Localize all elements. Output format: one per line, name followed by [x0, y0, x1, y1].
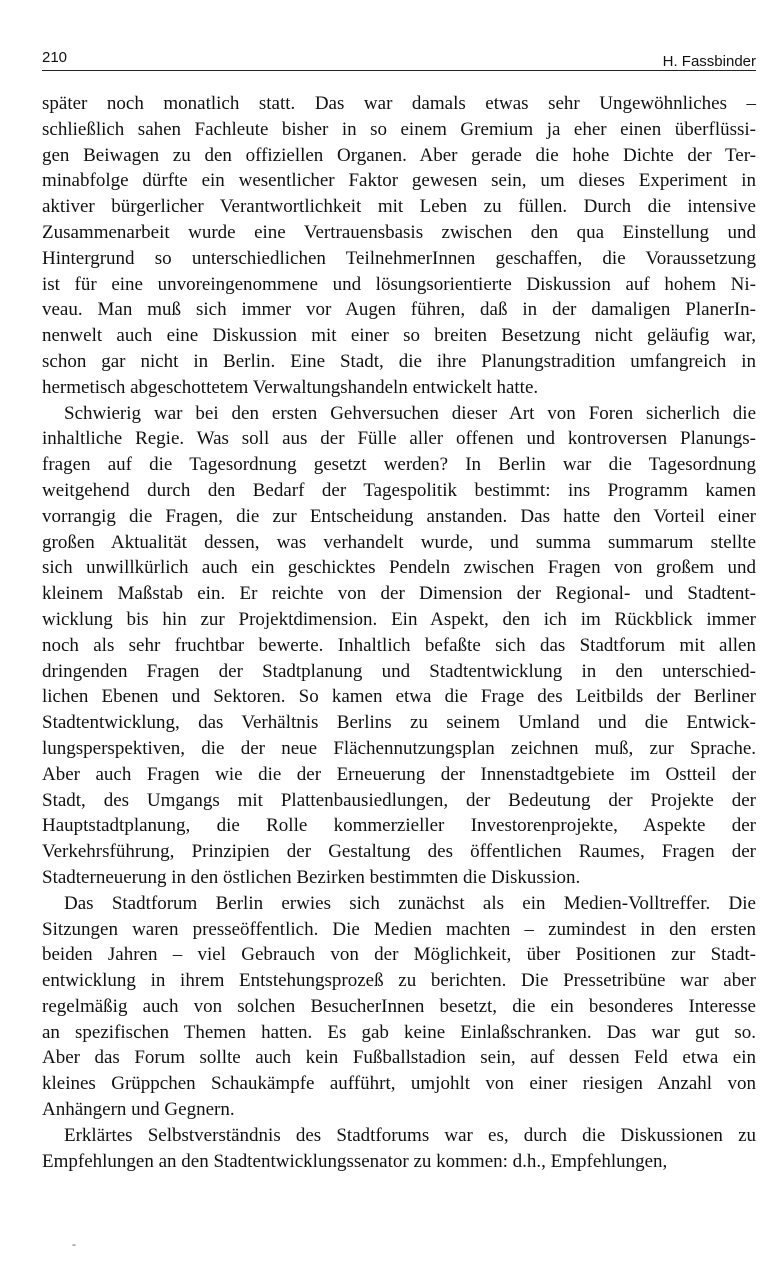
text-line: minabfolge dürfte ein wesentlicher Faktor gewesen sein, um dieses Experiment in: [42, 170, 756, 192]
text-line: wicklung bis hin zur Projektdimension. Ein Aspekt, den ich im Rückblick immer: [42, 608, 756, 630]
text-line: veau. Man muß sich immer vor Augen führen, daß in der damaligen PlanerIn-: [42, 299, 756, 321]
text-line: an spezifischen Themen hatten. Es gab keine Einlaßschranken. Das war gut so.: [42, 1021, 756, 1043]
text-line: nenwelt auch eine Diskussion mit einer so breiten Besetzung nicht geläufig war,: [42, 325, 756, 347]
text-line: Stadtentwicklung, das Verhältnis Berlins zu seinem Umland und die Entwick-: [42, 712, 756, 734]
text-line: entwicklung in ihrem Entstehungsprozeß zu berichten. Die Pressetribüne war aber: [42, 970, 756, 992]
text-line: aktiver bürgerlicher Verantwortlichkeit mit Leben zu füllen. Durch die intensive: [42, 196, 756, 218]
text-line: Empfehlungen an den Stadtentwicklungssenator zu kommen: d.h., Empfehlungen,: [42, 1150, 668, 1172]
text-line: Sitzungen waren presseöffentlich. Die Medien machten – zumindest in den ersten: [42, 918, 756, 940]
stray-mark: -: [72, 1237, 76, 1251]
running-header: [42, 48, 756, 71]
running-head-author: H. Fassbinder: [662, 53, 756, 70]
page-number: 210: [42, 49, 68, 66]
text-line: vorrangig die Fragen, die zur Entscheidung anstanden. Das hatte den Vorteil einer: [42, 505, 756, 527]
text-line: weitgehend durch den Bedarf der Tagespolitik bestimmt: ins Programm kamen: [42, 479, 756, 501]
text-line: kleines Grüppchen Schaukämpfe aufführt, umjohlt von einer riesigen Anzahl von: [42, 1073, 756, 1095]
text-line: lichen Ebenen und Sektoren. So kamen etwa die Frage des Leitbilds der Berliner: [42, 686, 756, 708]
text-line: sich unwillkürlich auch ein geschicktes Pendeln zwischen Fragen von großem und: [42, 557, 756, 579]
text-line: kleinem Maßstab ein. Er reichte von der Dimension der Regional- und Stadtent-: [42, 583, 756, 605]
text-line: Aber auch Fragen wie die der Erneuerung der Innenstadtgebiete im Ostteil der: [42, 763, 756, 785]
text-line: Erklärtes Selbstverständnis des Stadtforums war es, durch die Diskussionen zu: [64, 1124, 756, 1146]
text-line: beiden Jahren – viel Gebrauch von der Möglichkeit, über Positionen zur Stadt-: [42, 944, 756, 966]
body-text: [42, 91, 756, 1174]
text-line: schließlich sahen Fachleute bisher in so einem Gremium ja eher einen überflüssi-: [42, 118, 756, 140]
text-line: Stadt, des Umgangs mit Plattenbausiedlungen, der Bedeutung der Projekte der: [42, 789, 756, 811]
text-line: großen Aktualität dessen, was verhandelt wurde, und summa summarum stellte: [42, 531, 756, 553]
text-line: inhaltliche Regie. Was soll aus der Fülle aller offenen und kontroversen Planungs-: [42, 428, 756, 450]
text-line: regelmäßig auch von solchen BesucherInnen besetzt, die ein besonderes Interesse: [42, 995, 756, 1017]
text-line: Anhängern und Gegnern.: [42, 1099, 235, 1121]
text-line: Hauptstadtplanung, die Rolle kommerzieller Investorenprojekte, Aspekte der: [42, 815, 756, 837]
text-line: Hintergrund so unterschiedlichen TeilnehmerInnen geschaffen, die Voraussetzung: [42, 247, 756, 269]
text-line: fragen auf die Tagesordnung gesetzt werden? In Berlin war die Tagesordnung: [42, 454, 756, 476]
text-line: dringenden Fragen der Stadtplanung und Stadtentwicklung in den unterschied-: [42, 660, 756, 682]
text-line: Aber das Forum sollte auch kein Fußballstadion sein, auf dessen Feld etwa ein: [42, 1047, 756, 1069]
text-line: Zusammenarbeit wurde eine Vertrauensbasis zwischen den qua Einstellung und: [42, 221, 756, 243]
text-line: später noch monatlich statt. Das war damals etwas sehr Ungewöhnliches –: [42, 93, 756, 114]
text-line: noch als sehr fruchtbar bewerte. Inhaltlich befaßte sich das Stadtforum mit allen: [42, 634, 756, 656]
text-line: Verkehrsführung, Prinzipien der Gestaltung des öffentlichen Raumes, Fragen der: [42, 841, 756, 863]
text-line: Stadterneuerung in den östlichen Bezirken bestimmten die Diskussion.: [42, 866, 581, 888]
text-line: ist für eine unvoreingenommene und lösungsorientierte Diskussion auf hohem Ni-: [42, 273, 756, 295]
text-line: schon gar nicht in Berlin. Eine Stadt, die ihre Planungstradition umfangreich in: [42, 350, 756, 372]
text-line: gen Beiwagen zu den offiziellen Organen. Aber gerade die hohe Dichte der Ter-: [42, 144, 756, 166]
text-line: lungsperspektiven, die der neue Flächennutzungsplan zeichnen muß, zur Sprache.: [42, 737, 756, 759]
text-line: Das Stadtforum Berlin erwies sich zunächst als ein Medien-Volltreffer. Die: [64, 892, 756, 914]
text-line: Schwierig war bei den ersten Gehversuchen dieser Art von Foren sicherlich die: [64, 402, 756, 424]
text-line: hermetisch abgeschottetem Verwaltungshandeln entwickelt hatte.: [42, 376, 539, 398]
